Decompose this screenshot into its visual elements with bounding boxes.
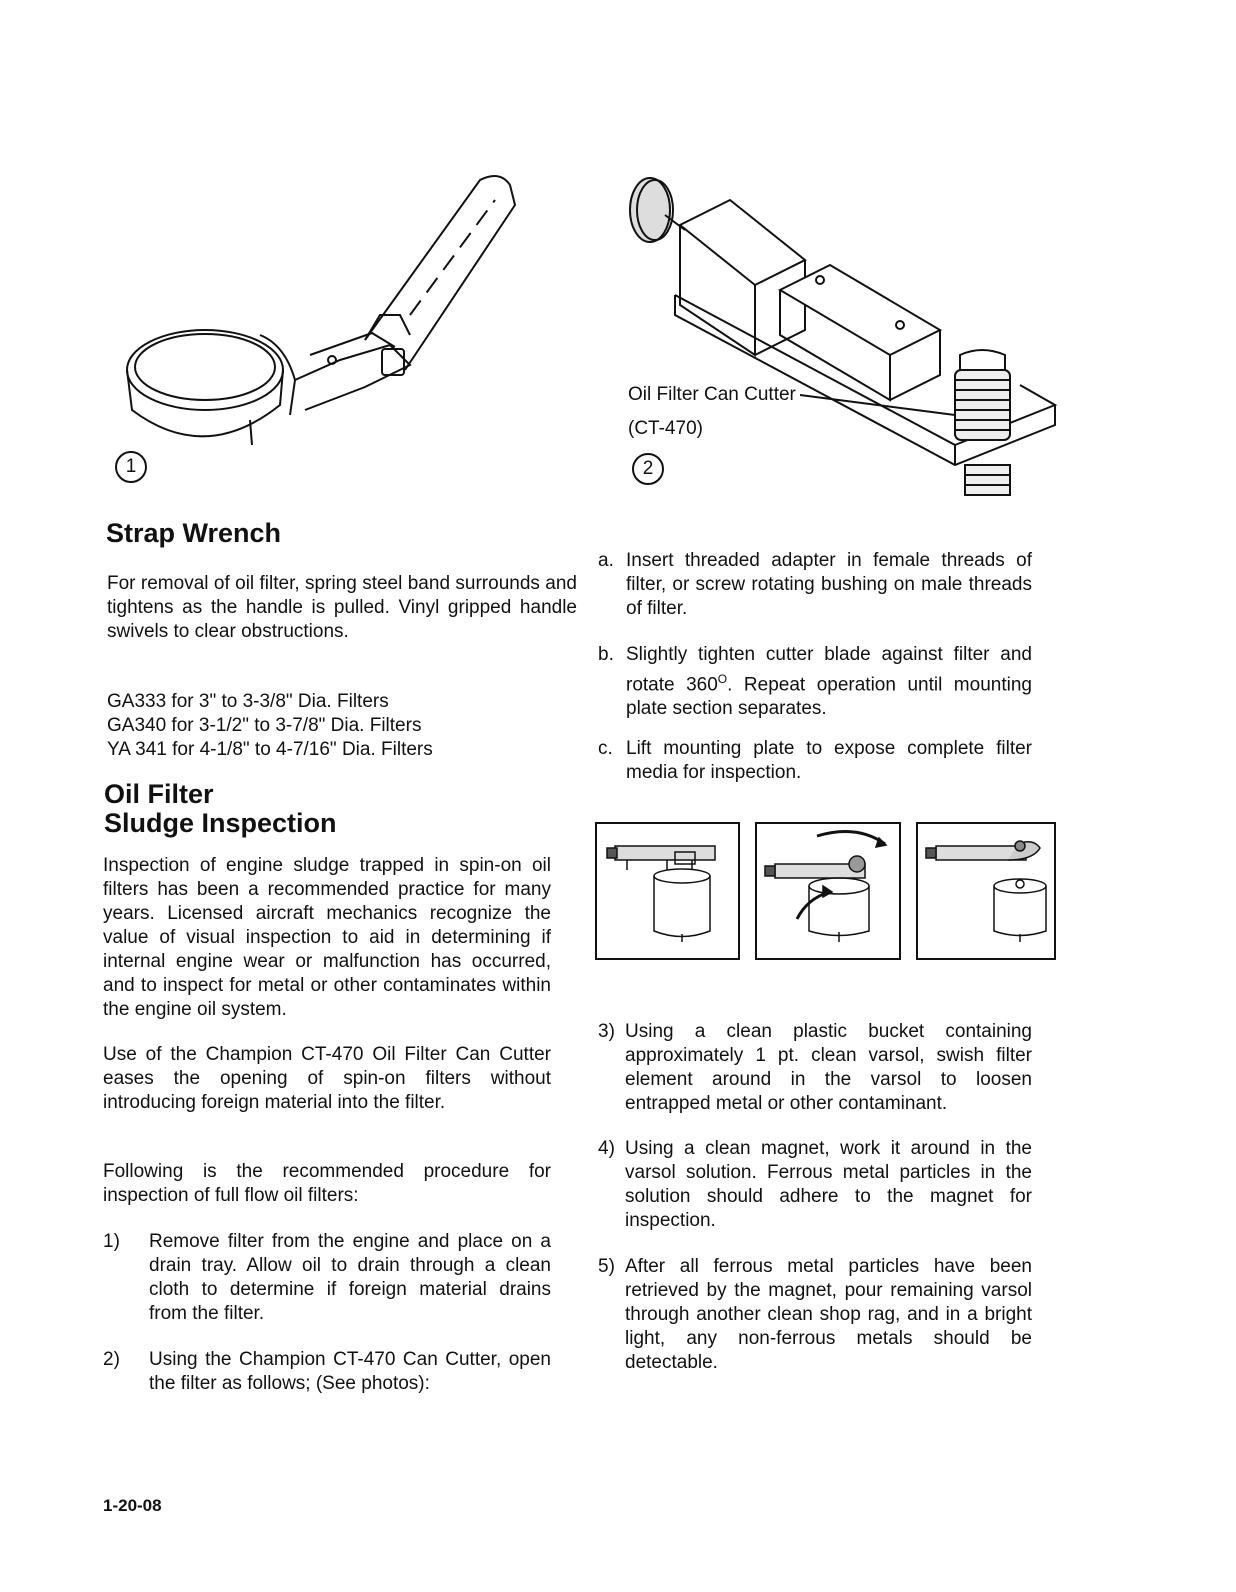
degree-symbol: O (717, 672, 728, 686)
list-item (598, 1255, 1032, 1375)
step-number: 1) (103, 1231, 120, 1252)
substep-text-part: Slightly tighten cutter blade against filter and rotate 360 (626, 644, 1032, 696)
model-line: GA333 for 3" to 3-3/8" Dia. Filters (107, 691, 389, 712)
model-line: YA 341 for 4-1/8" to 4-7/16" Dia. Filters (107, 739, 433, 760)
list-item (103, 1348, 551, 1396)
strap-wrench-illustration (110, 165, 530, 465)
strap-wrench-heading: Strap Wrench (106, 518, 282, 548)
figure-2-caption-line2: (CT-470) (628, 418, 703, 439)
model-line: GA340 for 3-1/2" to 3-7/8" Dia. Filters (107, 715, 422, 736)
oil-filter-heading-line2: Sludge Inspection (104, 808, 337, 838)
substep-text-part: . Repeat operation until mounting plate section separates. (626, 674, 1032, 720)
list-item (598, 737, 1032, 785)
figure-2-number: 2 (632, 453, 664, 485)
step-number: 5) (598, 1256, 615, 1277)
oil-filter-heading (104, 780, 337, 838)
substep-text: Lift mounting plate to expose complete filter media for inspection. (626, 738, 1032, 783)
list-item (598, 549, 1032, 643)
step-text: Using the Champion CT-470 Can Cutter, open the filter as follows; (See photos): (149, 1349, 551, 1394)
oil-filter-paragraph-2: Use of the Champion CT-470 Oil Filter Can Cutter eases the opening of spin-on filters without introducing foreign material into the filter. (103, 1044, 551, 1113)
list-item (598, 643, 1032, 737)
oil-filter-paragraph-1: Inspection of engine sludge trapped in spin-on oil filters has been a recommended practice for many years. Licensed aircraft mechanics recognize the value of visual inspection to aid in determining if internal engine wear or malfunction has occurred, and to inspect for metal or other contaminates within the engine oil system. (103, 855, 551, 1020)
step-number: 3) (598, 1021, 615, 1042)
substep-text (626, 643, 1032, 721)
substeps-list (598, 549, 1032, 785)
can-cutter-illustration (610, 165, 1060, 510)
oil-filter-heading-line1: Oil Filter (104, 779, 214, 809)
photo-step-b (755, 822, 901, 960)
procedure-steps-left (103, 1230, 551, 1396)
step-text: Using a clean magnet, work it around in the varsol solution. Ferrous metal particles in the solution should adhere to the magnet for inspection. (625, 1138, 1032, 1231)
step-text: After all ferrous metal particles have been retrieved by the magnet, pour remaining varsol through another clean shop rag, and in a bright light, any non-ferrous metals should be detectable. (625, 1256, 1032, 1373)
substep-letter: a. (598, 550, 614, 571)
step-number: 4) (598, 1138, 615, 1159)
strap-wrench-description: For removal of oil filter, spring steel band surrounds and tightens as the handle is pulled. Vinyl gripped handle swivels to clear obstructions. (107, 573, 577, 642)
substep-text: Insert threaded adapter in female threads of filter, or screw rotating bushing on male threads of filter. (626, 550, 1032, 619)
oil-filter-paragraph-3: Following is the recommended procedure for inspection of full flow oil filters: (103, 1161, 551, 1206)
figure-1-number: 1 (115, 451, 147, 483)
photo-step-a (595, 822, 740, 960)
substep-letter: b. (598, 644, 614, 665)
figure-2-caption-line1: Oil Filter Can Cutter (628, 383, 800, 407)
photo-step-c (916, 822, 1056, 960)
list-item (598, 1020, 1032, 1137)
step-number: 2) (103, 1349, 120, 1370)
substep-letter: c. (598, 738, 613, 759)
list-item (598, 1137, 1032, 1255)
list-item (103, 1230, 551, 1348)
step-text: Using a clean plastic bucket containing approximately 1 pt. clean varsol, swish filter element around in the varsol to loosen entrapped metal or other contaminant. (625, 1021, 1032, 1114)
strap-wrench-model-list (107, 690, 577, 762)
step-text: Remove filter from the engine and place on a drain tray. Allow oil to drain through a clean cloth to determine if foreign material drains from the filter. (149, 1231, 551, 1324)
page-number: 1-20-08 (103, 1496, 162, 1515)
procedure-steps-right (598, 1020, 1032, 1375)
